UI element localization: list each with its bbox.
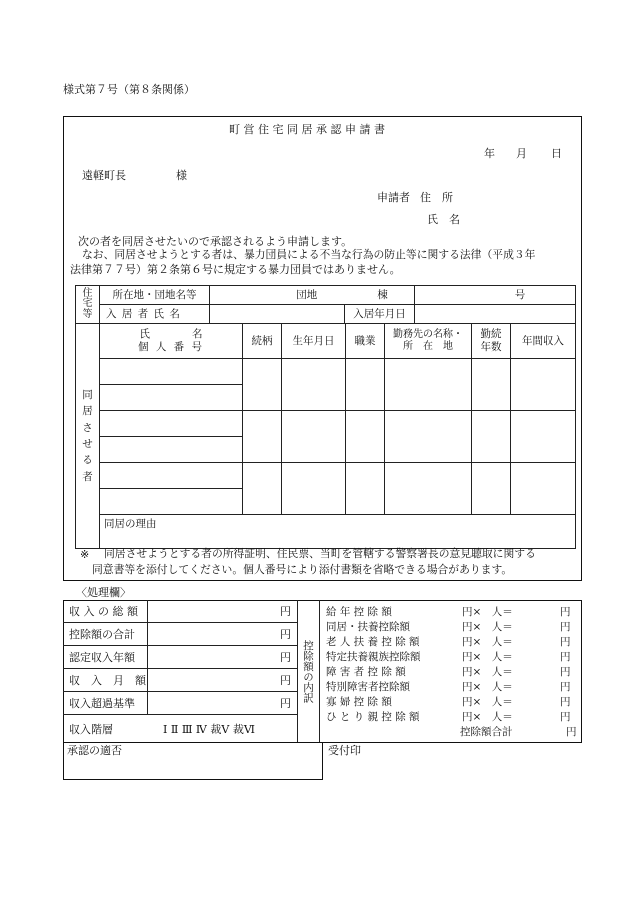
person-3-years[interactable]	[472, 463, 511, 515]
date-day: 日	[551, 147, 562, 160]
move-in-date-field[interactable]	[415, 305, 576, 324]
gou-label: 号	[415, 286, 576, 305]
person-2-job[interactable]	[346, 411, 385, 463]
reason-field[interactable]	[100, 515, 576, 549]
person-2-work[interactable]	[385, 411, 472, 463]
processing-left-row[interactable]	[63, 600, 297, 623]
resident-name-field[interactable]	[210, 305, 345, 324]
addressee-honorific: 様	[176, 169, 187, 182]
processing-left-row[interactable]	[63, 669, 297, 692]
deduction-formula: 円× 人＝	[462, 621, 513, 633]
deduction-row[interactable]	[326, 649, 574, 664]
person-2-birth[interactable]	[282, 411, 346, 463]
receipt-label: 受付印	[328, 744, 361, 757]
deduction-label: 特別障害者控除額	[326, 681, 410, 693]
col-years: 勤続 年数	[472, 324, 511, 359]
body-line-1: 次の者を同居させたいので承認されるよう申請します。	[78, 235, 353, 248]
processing-left-label: 収 入 の 総 額	[69, 605, 138, 618]
deduction-row[interactable]	[326, 634, 574, 649]
deduction-row[interactable]	[326, 664, 574, 679]
deduction-row[interactable]	[326, 604, 574, 619]
applicant-label: 申請者	[377, 191, 410, 204]
danchi-label: 団地 棟	[210, 286, 415, 305]
resident-name-label: 入 居 者 氏 名	[100, 305, 210, 324]
addressee-name: 遠軽町長	[82, 169, 126, 182]
person-3-income[interactable]	[511, 463, 576, 515]
date-year: 年	[484, 147, 495, 160]
person-1-number-field[interactable]	[100, 385, 243, 411]
processing-left-vline	[147, 600, 148, 715]
person-2-relation[interactable]	[243, 411, 282, 463]
cohabitant-section-label: 同居させる者	[76, 324, 100, 549]
col-work: 勤務先の名称・ 所 在 地	[385, 324, 472, 359]
deduction-unit: 円	[560, 666, 571, 678]
col-relation: 続柄	[243, 324, 282, 359]
processing-left-label: 収入超過基準	[69, 697, 135, 710]
person-3-name-field[interactable]	[100, 463, 243, 489]
deduction-label: 同居・扶養控除額	[326, 621, 410, 633]
processing-left-label: 収 入 月 額	[69, 674, 146, 687]
deduction-formula: 円× 人＝	[462, 651, 513, 663]
deduction-unit: 円	[560, 606, 571, 618]
person-3-work[interactable]	[385, 463, 472, 515]
note-mark: ※	[80, 548, 90, 561]
housing-table	[75, 285, 576, 324]
person-1-job[interactable]	[346, 359, 385, 411]
person-2-number-field[interactable]	[100, 437, 243, 463]
body-line-2: なお、同居させようとする者は、暴力団員による不当な行為の防止等に関する法律（平成３年	[82, 248, 536, 261]
person-2-years[interactable]	[472, 411, 511, 463]
processing-left-unit: 円	[280, 628, 291, 641]
col-name: 氏 名 個 人 番 号	[100, 324, 243, 359]
person-1-birth[interactable]	[282, 359, 346, 411]
deduction-formula: 円× 人＝	[462, 681, 513, 693]
deduction-label: 障 害 者 控 除 額	[326, 666, 406, 678]
deduction-formula: 円× 人＝	[462, 711, 513, 723]
move-in-date-label: 入居年月日	[345, 305, 415, 324]
person-3-birth[interactable]	[282, 463, 346, 515]
deduction-row[interactable]	[326, 619, 574, 634]
deduction-row[interactable]	[326, 679, 574, 694]
deduction-unit: 円	[560, 696, 571, 708]
reason-label: 同居の理由	[104, 518, 157, 530]
processing-left-unit: 円	[280, 674, 291, 687]
deduction-unit: 円	[560, 711, 571, 723]
deduction-unit: 円	[560, 621, 571, 633]
bracket-label: 収入階層	[69, 723, 113, 736]
applicant-address-label: 住 所	[420, 191, 453, 204]
processing-left-label: 認定収入年額	[69, 651, 135, 664]
processing-left-unit: 円	[280, 697, 291, 710]
col-job: 職業	[346, 324, 385, 359]
form-title: 町 営 住 宅 同 居 承 認 申 請 書	[229, 123, 385, 136]
deduction-unit: 円	[560, 681, 571, 693]
form-number: 様式第７号（第８条関係）	[63, 83, 195, 96]
person-1-income[interactable]	[511, 359, 576, 411]
deduction-label: ひ と り 親 控 除 額	[326, 711, 420, 723]
deduction-label: 特定扶養親族控除額	[326, 651, 421, 663]
deduction-row[interactable]	[326, 709, 574, 724]
person-3-job[interactable]	[346, 463, 385, 515]
processing-left-row[interactable]	[63, 646, 297, 669]
person-1-years[interactable]	[472, 359, 511, 411]
processing-left-row[interactable]	[63, 623, 297, 646]
cohabitant-table	[75, 323, 576, 549]
body-line-3: 法律第７７号）第２条第６号に規定する暴力団員ではありません。	[70, 263, 401, 276]
person-3-relation[interactable]	[243, 463, 282, 515]
processing-left-unit: 円	[280, 651, 291, 664]
deduction-unit: 円	[560, 651, 571, 663]
deduction-title: 控除額の内訳	[298, 600, 320, 743]
deduction-label: 給 年 控 除 額	[326, 606, 392, 618]
person-2-name-field[interactable]	[100, 411, 243, 437]
bracket-options[interactable]: Ⅰ Ⅱ Ⅲ Ⅳ 裁Ⅴ 裁Ⅵ	[163, 723, 255, 736]
processing-label: 〈処理欄〉	[76, 586, 131, 599]
person-1-relation[interactable]	[243, 359, 282, 411]
person-1-work[interactable]	[385, 359, 472, 411]
deduction-label: 寡 婦 控 除 額	[326, 696, 392, 708]
note-line-2: 同意書等を添付してください。個人番号により添付書類を省略できる場合があります。	[92, 563, 513, 576]
deduction-row[interactable]	[326, 694, 574, 709]
processing-left-label: 控除額の合計	[69, 628, 135, 641]
note-line-1: 同居させようとする者の所得証明、住民票、当町を管轄する警察署長の意見聴取に関する	[104, 547, 536, 560]
location-label: 所在地・団地名等	[100, 286, 210, 305]
approval-label: 承認の適否	[67, 744, 122, 757]
deduction-total-label: 控除額合計	[460, 726, 513, 738]
person-1-name-field[interactable]	[100, 359, 243, 385]
person-2-income[interactable]	[511, 411, 576, 463]
deduction-formula: 円× 人＝	[462, 696, 513, 708]
col-income: 年間収入	[511, 324, 576, 359]
person-3-number-field[interactable]	[100, 489, 243, 515]
deduction-formula: 円× 人＝	[462, 636, 513, 648]
deduction-label: 老 人 扶 養 控 除 額	[326, 636, 420, 648]
processing-left-row[interactable]	[63, 692, 297, 715]
deduction-formula: 円× 人＝	[462, 606, 513, 618]
bracket-row	[63, 715, 297, 743]
processing-left-unit: 円	[280, 605, 291, 618]
applicant-name-label: 氏 名	[427, 213, 460, 226]
deduction-total-unit: 円	[566, 726, 577, 738]
deduction-formula: 円× 人＝	[462, 666, 513, 678]
housing-section-label: 住宅等	[76, 286, 100, 324]
deduction-unit: 円	[560, 636, 571, 648]
date-month: 月	[516, 147, 527, 160]
col-birth: 生年月日	[282, 324, 346, 359]
